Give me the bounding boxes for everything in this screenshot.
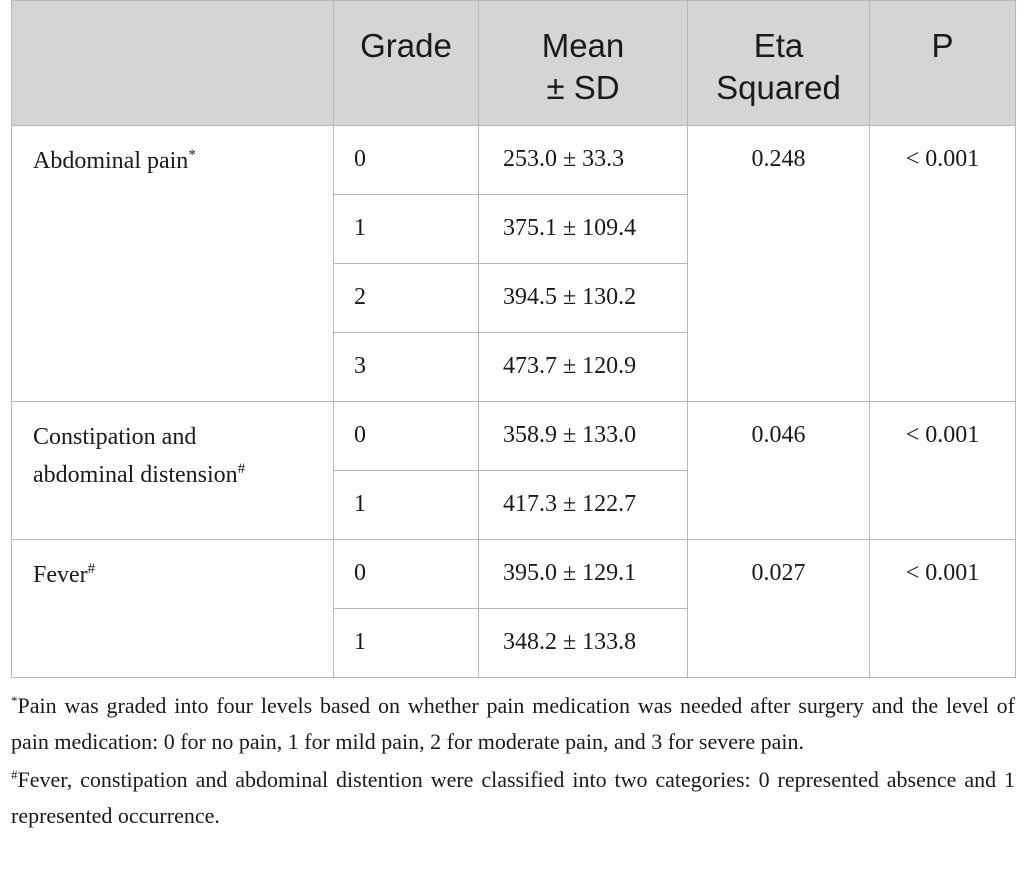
header-mean-line1: Mean	[541, 27, 625, 64]
mean-sd-cell: 395.0 ± 129.1	[479, 540, 688, 609]
footnote-2	[11, 762, 1015, 834]
footnote-marker: #	[237, 461, 246, 477]
grade-cell: 1	[334, 471, 479, 540]
group-label-line1: Constipation and	[33, 424, 197, 450]
footnote-1-text: Pain was graded into four levels based on whether pain medication was needed after surgery and the level of pain medication: 0 for no pain, 1 for mild pain, 2 for moderate pain, and 3 for severe pain.	[11, 693, 1015, 754]
p-cell: < 0.001	[870, 402, 1016, 540]
grade-cell: 0	[334, 402, 479, 471]
table-container	[11, 0, 1015, 836]
footnote-2-text: Fever, constipation and abdominal distention were classified into two categories: 0 represented absence and 1 represented occurrence.	[11, 767, 1015, 828]
p-cell: < 0.001	[870, 540, 1016, 678]
header-eta-line2: Squared	[716, 69, 841, 106]
group-label-line2: abdominal distension	[33, 462, 238, 488]
footnotes	[11, 688, 1015, 834]
eta-cell: 0.248	[688, 126, 870, 402]
results-table	[11, 0, 1016, 678]
p-cell: < 0.001	[870, 126, 1016, 402]
grade-cell: 0	[334, 126, 479, 195]
mean-sd-cell: 358.9 ± 133.0	[479, 402, 688, 471]
group-label-text: Abdominal pain	[33, 148, 189, 174]
footnote-2-marker: #	[11, 767, 18, 782]
group-label-fever	[12, 540, 334, 678]
grade-cell: 1	[334, 609, 479, 678]
grade-cell: 1	[334, 195, 479, 264]
mean-sd-cell: 253.0 ± 33.3	[479, 126, 688, 195]
eta-cell: 0.046	[688, 402, 870, 540]
header-eta-squared	[688, 1, 870, 126]
grade-cell: 0	[334, 540, 479, 609]
table-row	[12, 402, 1016, 471]
header-blank	[12, 1, 334, 126]
mean-sd-cell: 394.5 ± 130.2	[479, 264, 688, 333]
group-label-text: Fever	[33, 562, 88, 588]
header-grade-text: Grade	[360, 27, 452, 64]
header-eta-line1: Eta	[753, 27, 804, 64]
table-row	[12, 540, 1016, 609]
footnote-marker: #	[87, 561, 96, 577]
footnote-marker: *	[188, 147, 196, 163]
table-row	[12, 126, 1016, 195]
header-p-text: P	[931, 27, 954, 64]
grade-cell: 3	[334, 333, 479, 402]
eta-cell: 0.027	[688, 540, 870, 678]
header-mean-line2: ± SD	[546, 69, 620, 106]
mean-sd-cell: 473.7 ± 120.9	[479, 333, 688, 402]
mean-sd-cell: 348.2 ± 133.8	[479, 609, 688, 678]
group-label-abdominal-pain	[12, 126, 334, 402]
group-label-constipation	[12, 402, 334, 540]
header-row	[12, 1, 1016, 126]
footnote-1	[11, 688, 1015, 760]
footnote-1-marker: *	[11, 693, 18, 708]
header-p	[870, 1, 1016, 126]
header-grade	[334, 1, 479, 126]
header-mean-sd	[479, 1, 688, 126]
grade-cell: 2	[334, 264, 479, 333]
mean-sd-cell: 375.1 ± 109.4	[479, 195, 688, 264]
mean-sd-cell: 417.3 ± 122.7	[479, 471, 688, 540]
